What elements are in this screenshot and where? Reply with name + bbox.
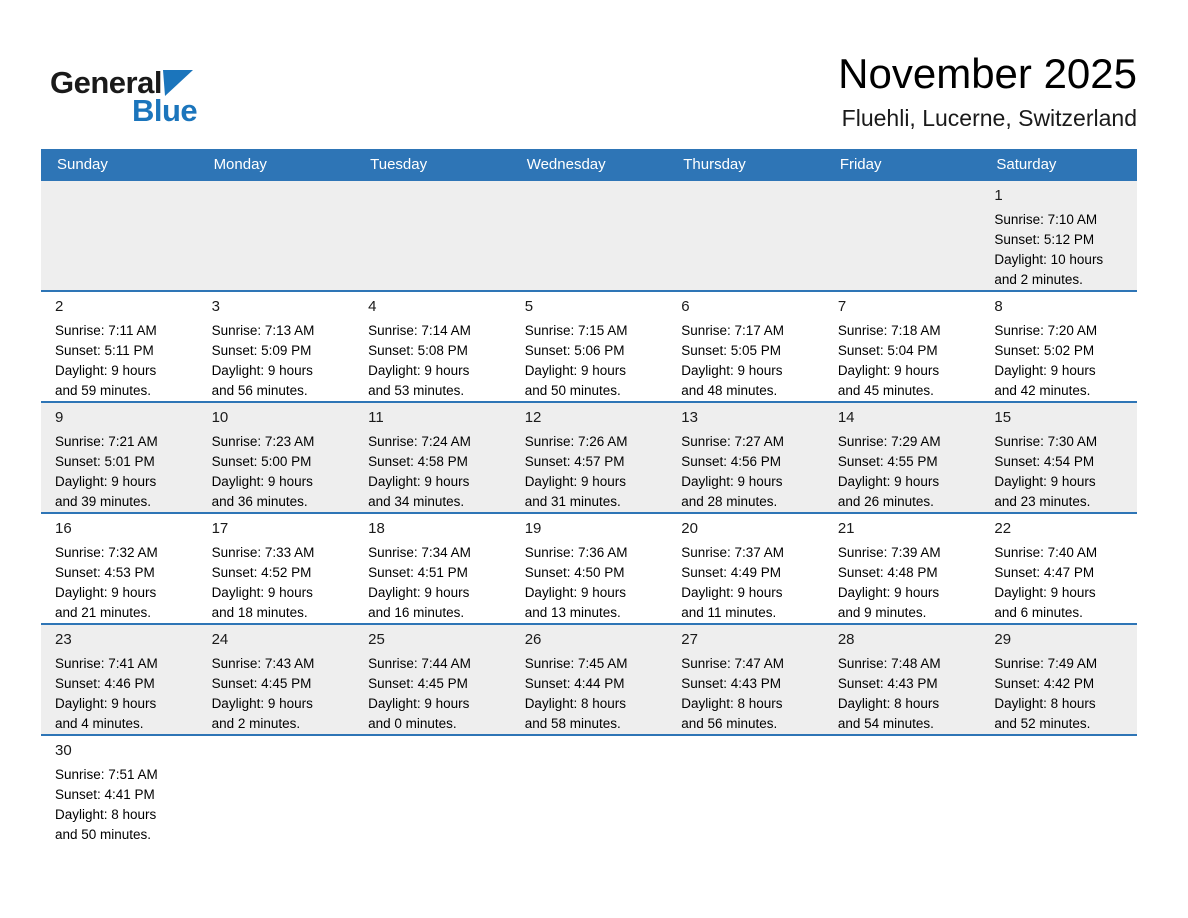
sunset-text: Sunset: 4:52 PM <box>211 565 312 580</box>
daylight-text-line1: Daylight: 9 hours <box>368 474 470 489</box>
sunrise-text: Sunrise: 7:47 AM <box>681 656 785 671</box>
daylight-text-line2: and 36 minutes. <box>211 494 308 509</box>
sunrise-text: Sunrise: 7:21 AM <box>55 434 158 449</box>
sunrise-text: Sunrise: 7:36 AM <box>524 545 628 560</box>
sunset-text: Sunset: 4:47 PM <box>994 565 1095 580</box>
day-number: 25 <box>368 631 385 648</box>
empty-day-cell <box>511 180 668 291</box>
sunset-text: Sunset: 4:57 PM <box>524 454 625 469</box>
weekday-header-row <box>41 149 1137 180</box>
day-number: 21 <box>837 520 855 537</box>
daylight-text-line2: and 52 minutes. <box>994 716 1091 731</box>
daylight-text-line2: and 18 minutes. <box>211 605 308 620</box>
daylight-text-line2: and 50 minutes. <box>524 383 621 398</box>
daylight-text-line1: Daylight: 9 hours <box>994 363 1096 378</box>
sunrise-text: Sunrise: 7:49 AM <box>994 656 1098 671</box>
daylight-text-line1: Daylight: 9 hours <box>55 363 157 378</box>
sunrise-text: Sunrise: 7:26 AM <box>524 434 628 449</box>
daylight-text-line1: Daylight: 9 hours <box>524 585 626 600</box>
sunrise-text: Sunrise: 7:44 AM <box>368 656 471 671</box>
weekday-saturday: Saturday <box>980 149 1137 180</box>
sunrise-text: Sunrise: 7:10 AM <box>994 212 1098 227</box>
day-cell <box>511 513 668 624</box>
week-row <box>41 513 1137 624</box>
sunset-text: Sunset: 4:49 PM <box>681 565 782 580</box>
day-number: 8 <box>994 298 1003 315</box>
sunrise-text: Sunrise: 7:48 AM <box>837 656 941 671</box>
sunrise-text: Sunrise: 7:17 AM <box>681 323 785 338</box>
day-number: 23 <box>55 631 72 648</box>
calendar-body <box>41 180 1137 845</box>
sunrise-text: Sunrise: 7:20 AM <box>994 323 1098 338</box>
daylight-text-line2: and 31 minutes. <box>524 494 621 509</box>
day-cell <box>198 624 355 735</box>
day-number: 12 <box>524 409 542 426</box>
day-cell <box>41 291 198 402</box>
daylight-text-line1: Daylight: 9 hours <box>994 474 1096 489</box>
day-number: 28 <box>837 631 855 648</box>
sunrise-text: Sunrise: 7:33 AM <box>211 545 315 560</box>
daylight-text-line2: and 48 minutes. <box>681 383 778 398</box>
sunset-text: Sunset: 4:45 PM <box>368 676 468 691</box>
day-number: 3 <box>211 298 220 315</box>
day-cell <box>980 624 1137 735</box>
day-cell <box>511 402 668 513</box>
day-cell <box>980 402 1137 513</box>
week-row <box>41 624 1137 735</box>
sunset-text: Sunset: 4:51 PM <box>368 565 468 580</box>
weekday-thursday: Thursday <box>667 149 824 180</box>
day-cell <box>511 291 668 402</box>
daylight-text-line1: Daylight: 9 hours <box>681 585 783 600</box>
day-cell <box>354 624 511 735</box>
day-number: 9 <box>55 409 64 426</box>
daylight-text-line1: Daylight: 9 hours <box>211 585 313 600</box>
day-number: 20 <box>681 520 698 537</box>
daylight-text-line1: Daylight: 9 hours <box>211 363 313 378</box>
daylight-text-line1: Daylight: 9 hours <box>837 363 940 378</box>
daylight-text-line1: Daylight: 9 hours <box>681 474 783 489</box>
daylight-text-line1: Daylight: 9 hours <box>55 474 157 489</box>
sunrise-text: Sunrise: 7:13 AM <box>211 323 315 338</box>
daylight-text-line1: Daylight: 9 hours <box>681 363 783 378</box>
sunset-text: Sunset: 4:55 PM <box>837 454 938 469</box>
calendar-table <box>41 149 1137 845</box>
day-number: 1 <box>994 187 1003 204</box>
sunrise-text: Sunrise: 7:29 AM <box>837 434 941 449</box>
sunrise-text: Sunrise: 7:32 AM <box>55 545 158 560</box>
daylight-text-line1: Daylight: 8 hours <box>837 696 940 711</box>
empty-day-cell <box>824 735 981 845</box>
day-number: 29 <box>994 631 1012 648</box>
weekday-tuesday: Tuesday <box>354 149 511 180</box>
general-blue-logo <box>50 50 198 128</box>
sunrise-text: Sunrise: 7:11 AM <box>55 323 157 338</box>
sunset-text: Sunset: 5:02 PM <box>994 343 1095 358</box>
sunrise-text: Sunrise: 7:45 AM <box>524 656 628 671</box>
daylight-text-line2: and 2 minutes. <box>994 272 1083 287</box>
day-number: 16 <box>55 520 72 537</box>
sunset-text: Sunset: 4:53 PM <box>55 565 155 580</box>
day-number: 7 <box>837 298 847 315</box>
day-number: 30 <box>55 742 72 759</box>
sunset-text: Sunset: 5:08 PM <box>368 343 468 358</box>
day-cell <box>41 624 198 735</box>
sunset-text: Sunset: 5:09 PM <box>211 343 312 358</box>
empty-day-cell <box>824 180 981 291</box>
empty-day-cell <box>41 180 198 291</box>
sunset-text: Sunset: 4:44 PM <box>524 676 625 691</box>
sunset-text: Sunset: 4:54 PM <box>994 454 1095 469</box>
empty-day-cell <box>198 735 355 845</box>
sunrise-text: Sunrise: 7:14 AM <box>368 323 471 338</box>
sunset-text: Sunset: 4:58 PM <box>368 454 468 469</box>
logo-text-blue: Blue <box>132 93 198 128</box>
sunrise-text: Sunrise: 7:51 AM <box>55 767 158 782</box>
daylight-text-line2: and 13 minutes. <box>524 605 621 620</box>
sunset-text: Sunset: 4:48 PM <box>837 565 938 580</box>
weekday-wednesday: Wednesday <box>511 149 668 180</box>
daylight-text-line2: and 6 minutes. <box>994 605 1083 620</box>
day-cell <box>824 513 981 624</box>
sunrise-text: Sunrise: 7:39 AM <box>837 545 941 560</box>
day-number: 4 <box>368 298 377 315</box>
sunset-text: Sunset: 5:04 PM <box>837 343 938 358</box>
daylight-text-line1: Daylight: 9 hours <box>994 585 1096 600</box>
week-row <box>41 291 1137 402</box>
week-row <box>41 402 1137 513</box>
sunrise-text: Sunrise: 7:41 AM <box>55 656 158 671</box>
sunrise-text: Sunrise: 7:24 AM <box>368 434 471 449</box>
day-cell <box>667 624 824 735</box>
daylight-text-line1: Daylight: 10 hours <box>994 252 1104 267</box>
logo-text-general: General <box>50 65 162 100</box>
daylight-text-line2: and 50 minutes. <box>55 827 152 842</box>
daylight-text-line2: and 21 minutes. <box>55 605 152 620</box>
daylight-text-line2: and 11 minutes. <box>681 605 777 620</box>
sunrise-text: Sunrise: 7:37 AM <box>681 545 785 560</box>
sunset-text: Sunset: 4:50 PM <box>524 565 625 580</box>
day-number: 10 <box>211 409 229 426</box>
page-title: November 2025 <box>838 50 1137 97</box>
sunrise-text: Sunrise: 7:43 AM <box>211 656 315 671</box>
day-cell <box>41 513 198 624</box>
daylight-text-line2: and 16 minutes. <box>368 605 465 620</box>
daylight-text-line2: and 56 minutes. <box>681 716 778 731</box>
sunrise-text: Sunrise: 7:34 AM <box>368 545 471 560</box>
day-cell <box>354 402 511 513</box>
day-number: 11 <box>368 409 384 426</box>
daylight-text-line1: Daylight: 8 hours <box>55 807 157 822</box>
daylight-text-line1: Daylight: 9 hours <box>55 585 157 600</box>
daylight-text-line1: Daylight: 9 hours <box>368 585 470 600</box>
daylight-text-line1: Daylight: 8 hours <box>681 696 783 711</box>
sunset-text: Sunset: 5:12 PM <box>994 232 1095 247</box>
daylight-text-line2: and 34 minutes. <box>368 494 465 509</box>
day-cell <box>511 624 668 735</box>
day-number: 26 <box>524 631 542 648</box>
day-cell <box>667 513 824 624</box>
daylight-text-line1: Daylight: 9 hours <box>524 363 626 378</box>
day-cell <box>980 180 1137 291</box>
day-number: 14 <box>837 409 855 426</box>
day-number: 17 <box>211 520 229 537</box>
sunset-text: Sunset: 5:06 PM <box>524 343 625 358</box>
sunset-text: Sunset: 5:01 PM <box>55 454 155 469</box>
daylight-text-line2: and 9 minutes. <box>837 605 927 620</box>
day-number: 19 <box>524 520 542 537</box>
day-number: 15 <box>994 409 1012 426</box>
week-row <box>41 180 1137 291</box>
daylight-text-line2: and 23 minutes. <box>994 494 1091 509</box>
day-cell <box>354 513 511 624</box>
weekday-sunday: Sunday <box>41 149 198 180</box>
weekday-friday: Friday <box>824 149 981 180</box>
sunset-text: Sunset: 4:41 PM <box>55 787 155 802</box>
daylight-text-line2: and 42 minutes. <box>994 383 1091 398</box>
day-cell <box>824 402 981 513</box>
page-location: Fluehli, Lucerne, Switzerland <box>841 105 1137 131</box>
daylight-text-line2: and 28 minutes. <box>681 494 778 509</box>
daylight-text-line2: and 2 minutes. <box>211 716 301 731</box>
sunset-text: Sunset: 5:00 PM <box>211 454 312 469</box>
day-cell <box>198 291 355 402</box>
empty-day-cell <box>354 735 511 845</box>
day-cell <box>41 402 198 513</box>
sunset-text: Sunset: 4:45 PM <box>211 676 312 691</box>
day-cell <box>667 402 824 513</box>
day-number: 27 <box>681 631 698 648</box>
sunset-text: Sunset: 4:46 PM <box>55 676 155 691</box>
daylight-text-line1: Daylight: 9 hours <box>368 363 470 378</box>
daylight-text-line2: and 53 minutes. <box>368 383 465 398</box>
sunset-text: Sunset: 5:11 PM <box>55 343 154 358</box>
empty-day-cell <box>198 180 355 291</box>
week-row <box>41 735 1137 845</box>
daylight-text-line2: and 0 minutes. <box>368 716 457 731</box>
daylight-text-line1: Daylight: 8 hours <box>994 696 1096 711</box>
daylight-text-line2: and 45 minutes. <box>837 383 934 398</box>
empty-day-cell <box>354 180 511 291</box>
day-cell <box>980 513 1137 624</box>
day-number: 18 <box>368 520 385 537</box>
daylight-text-line2: and 58 minutes. <box>524 716 621 731</box>
day-cell <box>667 291 824 402</box>
sunset-text: Sunset: 4:42 PM <box>994 676 1095 691</box>
sunset-text: Sunset: 4:43 PM <box>681 676 782 691</box>
sunset-text: Sunset: 5:05 PM <box>681 343 782 358</box>
daylight-text-line1: Daylight: 9 hours <box>837 585 940 600</box>
day-number: 24 <box>211 631 229 648</box>
sunrise-text: Sunrise: 7:40 AM <box>994 545 1098 560</box>
day-number: 6 <box>681 298 690 315</box>
empty-day-cell <box>667 180 824 291</box>
empty-day-cell <box>980 735 1137 845</box>
day-cell <box>198 513 355 624</box>
daylight-text-line1: Daylight: 9 hours <box>837 474 940 489</box>
sunset-text: Sunset: 4:43 PM <box>837 676 938 691</box>
day-number: 5 <box>524 298 534 315</box>
sunset-text: Sunset: 4:56 PM <box>681 454 782 469</box>
daylight-text-line1: Daylight: 9 hours <box>211 474 313 489</box>
daylight-text-line1: Daylight: 9 hours <box>55 696 157 711</box>
sunrise-text: Sunrise: 7:27 AM <box>681 434 785 449</box>
sunrise-text: Sunrise: 7:23 AM <box>211 434 315 449</box>
sunrise-text: Sunrise: 7:30 AM <box>994 434 1098 449</box>
daylight-text-line2: and 56 minutes. <box>211 383 308 398</box>
day-cell <box>354 291 511 402</box>
sunrise-text: Sunrise: 7:15 AM <box>524 323 628 338</box>
day-cell <box>980 291 1137 402</box>
daylight-text-line1: Daylight: 9 hours <box>211 696 313 711</box>
empty-day-cell <box>511 735 668 845</box>
day-cell <box>198 402 355 513</box>
daylight-text-line2: and 54 minutes. <box>837 716 934 731</box>
daylight-text-line2: and 4 minutes. <box>55 716 144 731</box>
sunrise-text: Sunrise: 7:18 AM <box>837 323 941 338</box>
day-cell <box>824 291 981 402</box>
daylight-text-line2: and 59 minutes. <box>55 383 152 398</box>
day-number: 13 <box>681 409 698 426</box>
daylight-text-line1: Daylight: 9 hours <box>368 696 470 711</box>
day-cell <box>41 735 198 845</box>
day-number: 22 <box>994 520 1012 537</box>
daylight-text-line2: and 39 minutes. <box>55 494 152 509</box>
day-number: 2 <box>55 298 64 315</box>
daylight-text-line1: Daylight: 8 hours <box>524 696 626 711</box>
daylight-text-line1: Daylight: 9 hours <box>524 474 626 489</box>
page-header <box>0 0 1188 133</box>
weekday-monday: Monday <box>198 149 355 180</box>
empty-day-cell <box>667 735 824 845</box>
title-block <box>838 50 1137 133</box>
daylight-text-line2: and 26 minutes. <box>837 494 934 509</box>
day-cell <box>824 624 981 735</box>
